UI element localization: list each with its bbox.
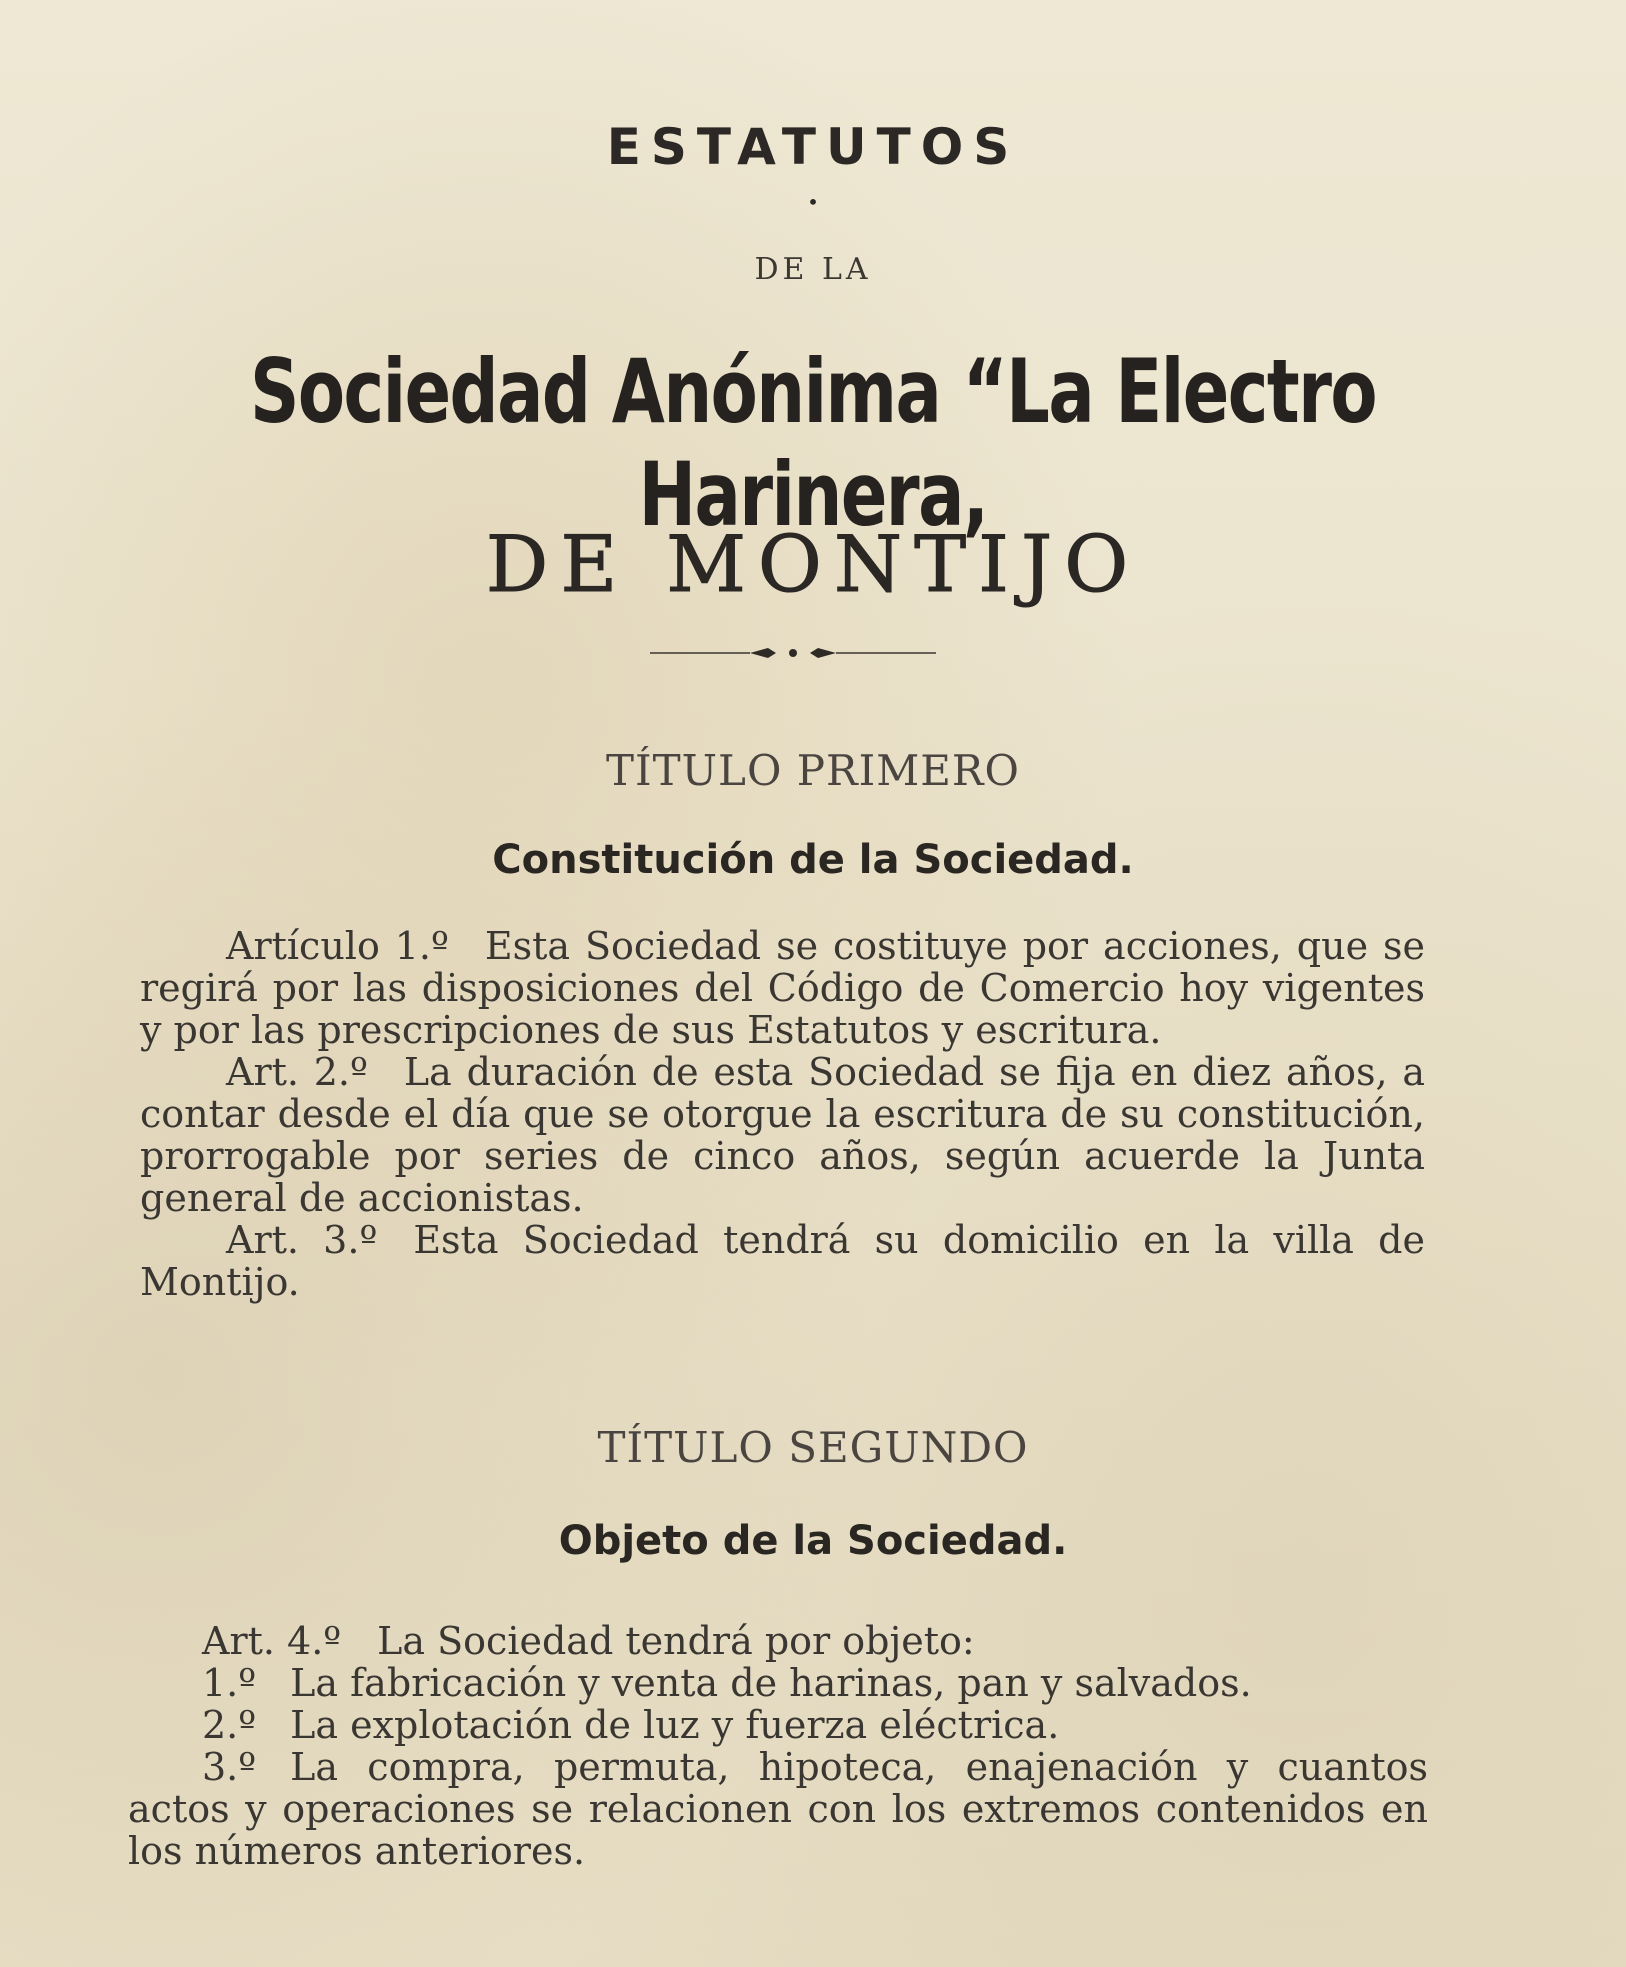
article-label: Art. 3.º — [226, 1218, 378, 1262]
article-paragraph — [140, 1219, 1425, 1303]
item-text: La fabricación y venta de harinas, pan y salvados. — [290, 1661, 1252, 1705]
item-text: La explotación de luz y fuerza eléctrica. — [290, 1703, 1060, 1747]
article-label: Artículo 1.º — [226, 924, 449, 968]
article-label: Art. 4.º — [202, 1619, 342, 1663]
item-number: 3.º — [202, 1745, 257, 1789]
titulo-primero-heading: TÍTULO PRIMERO — [606, 746, 1020, 795]
item-number: 2.º — [202, 1703, 257, 1747]
list-item — [128, 1662, 1428, 1704]
item-number: 1.º — [202, 1661, 257, 1705]
article-paragraph — [128, 1620, 1428, 1662]
titulo-segundo-heading: TÍTULO SEGUNDO — [597, 1423, 1029, 1472]
article-text: Esta Sociedad se costituye por acciones, que se regirá por las disposiciones del Código de Comercio hoy vigentes y por las prescripciones de sus Estatutos y escritura. — [140, 924, 1425, 1052]
titulo-segundo-body — [128, 1620, 1428, 1872]
objeto-subheading: Objeto de la Sociedad. — [558, 1518, 1068, 1564]
title-dot: • — [807, 190, 819, 214]
ornament-divider-icon — [650, 645, 936, 661]
list-item — [128, 1704, 1428, 1746]
article-text: Esta Sociedad tendrá su domicilio en la villa de Montijo. — [140, 1218, 1425, 1304]
item-text: La compra, permuta, hipoteca, enajenación y cuantos actos y operaciones se relacionen con los extremos contenidos en los números anteriores. — [128, 1745, 1428, 1873]
company-name-title: Sociedad Anónima “La Electro Harinera, — [249, 340, 1376, 546]
article-text: La duración de esta Sociedad se fija en diez años, a contar desde el día que se otorgue la escritura de su constitución, prorrogable por series de cinco años, según acuerde la Junta general de accionistas. — [140, 1050, 1425, 1220]
estatutos-title: ESTATUTOS — [606, 118, 1020, 176]
titulo-primero-body — [140, 925, 1425, 1303]
de-la-subtitle: DE LA — [754, 252, 872, 287]
article-paragraph — [140, 1051, 1425, 1219]
list-item — [128, 1746, 1428, 1872]
de-montijo-title: DE MONTIJO — [485, 520, 1141, 610]
article-text: La Sociedad tendrá por objeto: — [377, 1619, 975, 1663]
constitucion-subheading: Constitución de la Sociedad. — [492, 837, 1134, 883]
article-label: Art. 2.º — [226, 1050, 368, 1094]
article-paragraph — [140, 925, 1425, 1051]
